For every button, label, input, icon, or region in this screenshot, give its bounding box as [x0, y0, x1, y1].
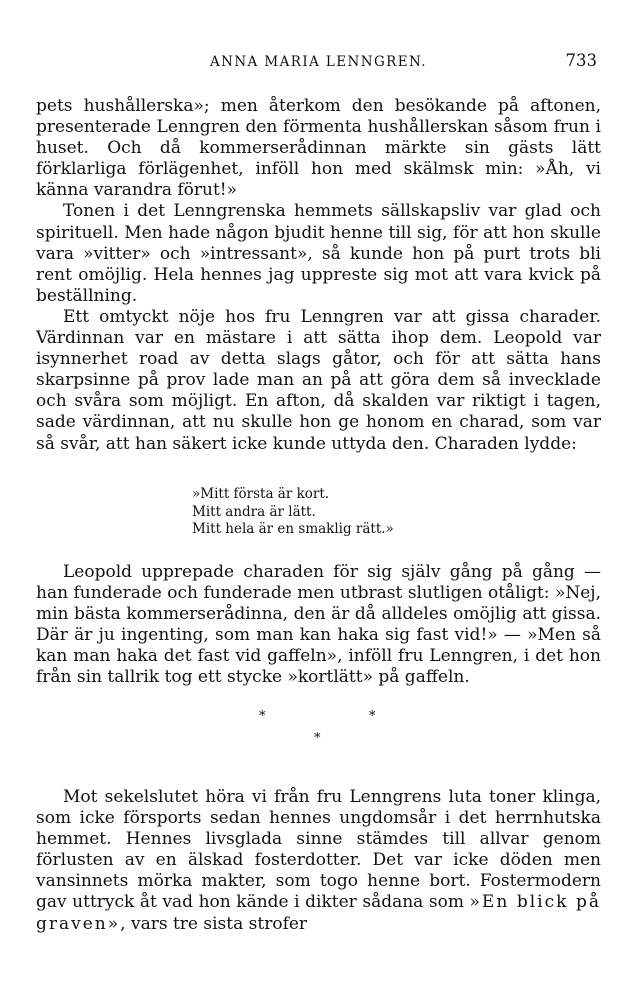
- separator-asterisk: *: [259, 709, 266, 724]
- text-block-3: [36, 787, 601, 935]
- page-header: [0, 51, 637, 74]
- verse-line-2: Mitt andra är lätt.: [192, 503, 316, 520]
- paragraph-5: [36, 787, 601, 935]
- paragraph-5-text: Mot sekelslutet höra vi från fru Lenngrens luta toner klinga, som icke försports sedan hennes ungdomsår i det herrnhutska hemmet. Hennes livsglada sinne stämdes till allvar genom förlusten av en älskad fosterdotter. Det var icke döden men vansinnets mörka makter, som togo henne bort. Fostermodern gav uttryck åt vad hon kände i dikter sådana som: [36, 787, 601, 913]
- text-block-1: [36, 96, 601, 455]
- paragraph-3: Ett omtyckt nöje hos fru Lenngren var att gissa charader. Värdinnan var en mästare i att sätta ihop dem. Leopold var isynnerhet road av detta slags gåtor, och för att sätta hans skarpsinne på prov lade man an på att göra dem så invecklade och svåra som möjligt. En afton, då skalden var riktigt i tagen, sade värdinnan, att nu skulle hon ge honom en charad, som var så svår, att han säkert icke kunde uttyda den. Charaden lydde:: [36, 306, 601, 454]
- running-title: ANNA MARIA LENNGREN.: [209, 54, 427, 70]
- paragraph-2: Tonen i det Lenngrenska hemmets sällskapsliv var glad och spirituell. Men hade någon bjudit henne till sig, för att hon skulle vara »vitter» och »intressant», så kunde hon på purt trots bli rent omöjlig. Hela hennes jag uppreste sig mot att vara kvick på beställning.: [36, 201, 601, 306]
- paragraph-1: pets hushållerska»; men återkom den besökande på aftonen, presenterade Lenngren den förmenta hushållerskan såsom frun i huset. Och då kommerserådinnan märkte sin gästs lätt förklarliga förlägenhet, inföll hon med skälmsk min: »Åh, vi känna varandra förut!»: [36, 96, 601, 201]
- charade-verse: [192, 486, 394, 539]
- text-block-2: [36, 562, 601, 689]
- verse-line-1: »Mitt första är kort.: [192, 486, 330, 502]
- paragraph-5-end: , vars tre sista strofer: [120, 913, 308, 934]
- separator-asterisk: *: [314, 731, 321, 746]
- section-separator: [0, 705, 637, 745]
- separator-asterisk: *: [369, 709, 376, 724]
- poem-title: »En blick på graven»: [36, 892, 601, 934]
- verse-line-3: Mitt hela är en smaklig rätt.»: [192, 521, 394, 537]
- page-number: 733: [565, 51, 597, 70]
- paragraph-4: Leopold upprepade charaden för sig själv gång på gång — han funderade och funderade men utbrast slutligen otåligt: »Nej, min bästa kommerserådinna, den är då alldeles omöjlig att gissa. Där är ju ingenting, som man kan haka sig fast vid!» — »Men så kan man haka det fast vid gaffeln», inföll fru Lenngren, i det hon från sin tallrik tog ett stycke »kortlätt» på gaffeln.: [36, 562, 601, 688]
